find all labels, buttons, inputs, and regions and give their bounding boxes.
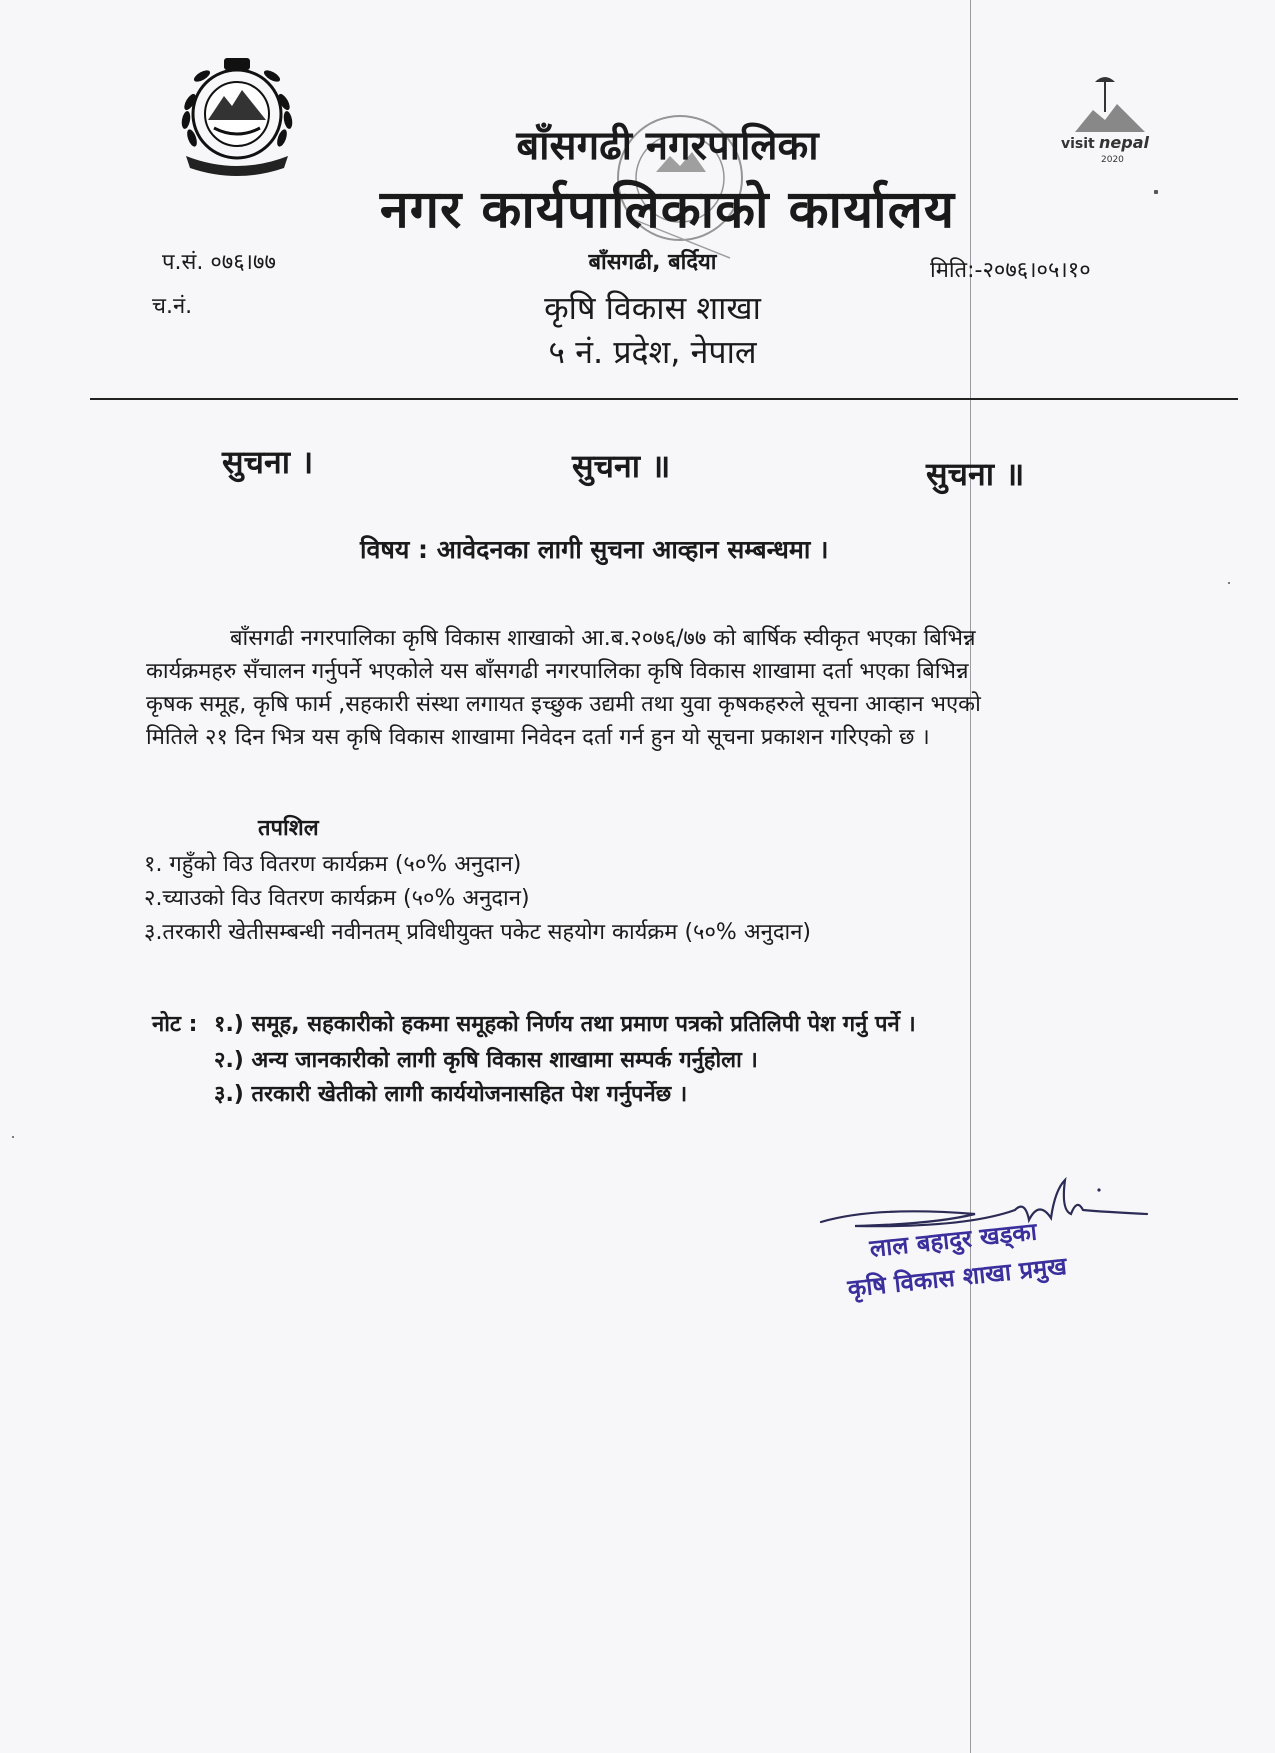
body-line: बाँसगढी नगरपालिका कृषि विकास शाखाको आ.ब.२०७६/७७ को बार्षिक स्वीकृत भएका बिभिन्न (230, 626, 976, 651)
notice-heading-center: सुचना ॥ (572, 447, 671, 485)
scan-speck (1154, 190, 1158, 194)
schedule-item: ३.तरकारी खेतीसम्बन्धी नवीनतम् प्रविधीयुक्त पकेट सहयोग कार्यक्रम (५०% अनुदान) (144, 920, 812, 945)
body-paragraph (146, 622, 1116, 754)
body-line: कृषक समूह, कृषि फार्म ,सहकारी संस्था लगायत इच्छुक उद्यमी तथा युवा कृषकहरुले सूचना आव्हान भएको (146, 692, 981, 717)
signatory-name: लाल बहादुर खड्का (868, 1217, 1039, 1263)
office-name: नगर कार्यपालिकाको कार्यालय (379, 180, 956, 240)
scan-speck (1228, 582, 1230, 584)
body-line: मितिले २१ दिन भित्र यस कृषि विकास शाखामा निवेदन दर्ता गर्न हुन यो सूचना प्रकाशन गरिएको छ । (146, 725, 930, 750)
note-label: नोट : (152, 1012, 198, 1037)
province-name: ५ नं. प्रदेश, नेपाल (548, 333, 757, 371)
note-item: २.) अन्य जानकारीको लागी कृषि विकास शाखामा सम्पर्क गर्नुहोला । (214, 1048, 758, 1073)
body-line: कार्यक्रमहरु सँचालन गर्नुपर्ने भएकोले यस बाँसगढी नगरपालिका कृषि विकास शाखामा दर्ता भएका बिभिन्न (146, 659, 969, 684)
year-text: 2020 (1101, 155, 1124, 165)
document-date: मिति:-२०७६।०५।१० (930, 258, 1091, 283)
notice-heading-left: सुचना । (222, 443, 314, 481)
signatory-title: कृषि विकास शाखा प्रमुख (846, 1251, 1069, 1303)
office-address: बाँसगढी, बर्दिया (588, 250, 717, 275)
note-item: १.) समूह, सहकारीको हकमा समूहको निर्णय तथा प्रमाण पत्रको प्रतिलिपी पेश गर्नु पर्ने । (214, 1012, 916, 1037)
reference-number: प.सं. ०७६।७७ (162, 250, 276, 275)
nepal-text: nepal (1099, 133, 1149, 152)
notice-heading-right: सुचना ॥ (926, 455, 1025, 493)
municipality-name: बाँसगढी नगरपालिका (516, 123, 819, 169)
visit-text: visit (1061, 136, 1095, 152)
schedule-item: १. गहुँको विउ वितरण कार्यक्रम (५०% अनुदान) (144, 852, 522, 877)
schedule-title: तपशिल (258, 816, 319, 841)
dispatch-number: च.नं. (152, 294, 193, 319)
schedule-item: २.च्याउको विउ वितरण कार्यक्रम (५०% अनुदान) (144, 886, 530, 911)
subject-line: विषय : आवेदनका लागी सुचना आव्हान सम्बन्धमा । (360, 535, 829, 564)
branch-name: कृषि विकास शाखा (544, 289, 761, 327)
scan-speck (12, 1136, 14, 1138)
note-item: ३.) तरकारी खेतीको लागी कार्ययोजनासहित पेश गर्नुपर्नेछ । (214, 1082, 688, 1107)
header-divider (90, 398, 1238, 400)
